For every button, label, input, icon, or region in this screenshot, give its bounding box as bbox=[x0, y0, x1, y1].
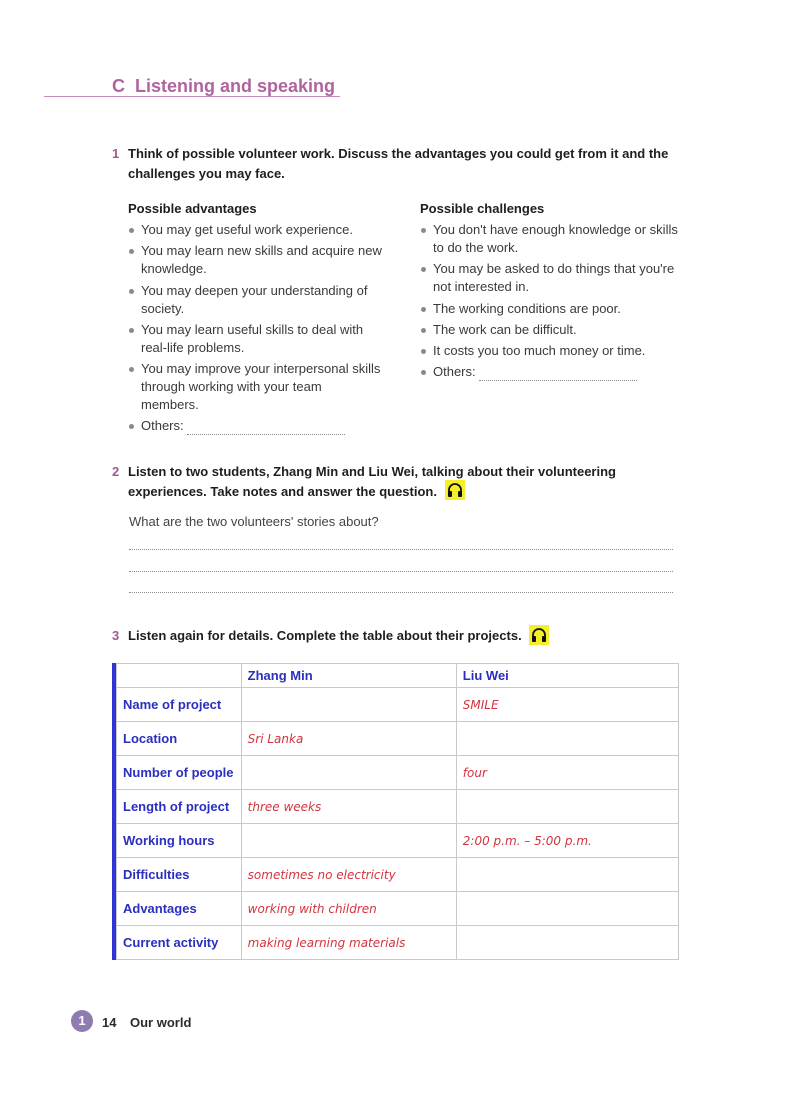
headphones-icon[interactable] bbox=[529, 625, 549, 645]
others-answer-line[interactable] bbox=[187, 422, 345, 435]
list-item: You may be asked to do things that you're not interested in. bbox=[420, 260, 680, 296]
others-label: Others: bbox=[141, 418, 184, 434]
list-item: You may get useful work experience. bbox=[128, 221, 383, 239]
table-header-liu-wei: Liu Wei bbox=[456, 664, 678, 688]
task2-instruction bbox=[128, 462, 658, 502]
page-number: 14 bbox=[102, 1015, 117, 1030]
unit-title: Our world bbox=[130, 1015, 192, 1030]
liu-cell[interactable]: four bbox=[456, 756, 678, 790]
row-label: Length of project bbox=[117, 790, 242, 824]
zhang-cell[interactable] bbox=[241, 688, 456, 722]
table-row bbox=[117, 688, 679, 722]
liu-cell[interactable]: 2:00 p.m. – 5:00 p.m. bbox=[456, 824, 678, 858]
zhang-cell[interactable]: three weeks bbox=[241, 790, 456, 824]
others-label: Others: bbox=[433, 364, 476, 380]
task3-instruction-text: Listen again for details. Complete the table about their projects. bbox=[128, 628, 522, 643]
list-item: The work can be difficult. bbox=[420, 321, 680, 339]
others-answer-line[interactable] bbox=[479, 368, 637, 381]
liu-cell[interactable] bbox=[456, 790, 678, 824]
list-item: It costs you too much money or time. bbox=[420, 342, 680, 360]
unit-number-badge: 1 bbox=[71, 1010, 93, 1032]
row-label: Difficulties bbox=[117, 858, 242, 892]
row-label: Name of project bbox=[117, 688, 242, 722]
section-title bbox=[112, 76, 335, 97]
table-row bbox=[117, 790, 679, 824]
liu-cell[interactable] bbox=[456, 926, 678, 960]
list-item: You may learn new skills and acquire new knowledge. bbox=[128, 242, 383, 278]
task2-number: 2 bbox=[112, 464, 120, 479]
challenges-heading: Possible challenges bbox=[420, 201, 545, 216]
task3-instruction bbox=[128, 626, 678, 647]
advantages-list bbox=[128, 221, 383, 435]
zhang-cell[interactable] bbox=[241, 824, 456, 858]
row-label: Number of people bbox=[117, 756, 242, 790]
zhang-cell[interactable]: sometimes no electricity bbox=[241, 858, 456, 892]
list-item: You don't have enough knowledge or skills to do the work. bbox=[420, 221, 680, 257]
row-label: Current activity bbox=[117, 926, 242, 960]
list-item: You may learn useful skills to deal with real-life problems. bbox=[128, 321, 383, 357]
headphones-icon[interactable] bbox=[445, 480, 465, 500]
section-letter: C bbox=[112, 76, 125, 96]
zhang-cell[interactable] bbox=[241, 756, 456, 790]
zhang-cell[interactable]: making learning materials bbox=[241, 926, 456, 960]
task2-instruction-text: Listen to two students, Zhang Min and Liu Wei, talking about their volunteering experiences. Take notes and answer the question. bbox=[128, 464, 616, 499]
table-row bbox=[117, 892, 679, 926]
row-label: Advantages bbox=[117, 892, 242, 926]
liu-cell[interactable] bbox=[456, 892, 678, 926]
advantages-column bbox=[128, 201, 383, 439]
answer-line[interactable] bbox=[129, 571, 673, 573]
table-row bbox=[117, 756, 679, 790]
section-title-text: Listening and speaking bbox=[135, 76, 336, 96]
list-item-others bbox=[128, 417, 383, 435]
challenges-list bbox=[420, 221, 680, 381]
table-row bbox=[117, 858, 679, 892]
list-item: You may improve your interpersonal skills through working with your team members. bbox=[128, 360, 383, 414]
row-label: Location bbox=[117, 722, 242, 756]
section-rule bbox=[44, 96, 340, 97]
row-label: Working hours bbox=[117, 824, 242, 858]
zhang-cell[interactable]: Sri Lanka bbox=[241, 722, 456, 756]
liu-cell[interactable] bbox=[456, 858, 678, 892]
table-header-cell bbox=[117, 664, 242, 688]
task2-question: What are the two volunteers' stories about? bbox=[129, 514, 379, 529]
task1-instruction: Think of possible volunteer work. Discuss the advantages you could get from it and the challenges you may face. bbox=[128, 146, 669, 181]
projects-table bbox=[112, 663, 679, 960]
answer-line[interactable] bbox=[129, 549, 673, 551]
table-header-row bbox=[117, 664, 679, 688]
advantages-heading: Possible advantages bbox=[128, 201, 257, 216]
table-row bbox=[117, 926, 679, 960]
task1-number: 1 bbox=[112, 146, 120, 161]
answer-line[interactable] bbox=[129, 592, 673, 594]
liu-cell[interactable] bbox=[456, 722, 678, 756]
list-item: You may deepen your understanding of society. bbox=[128, 282, 383, 318]
table-header-zhang-min: Zhang Min bbox=[241, 664, 456, 688]
liu-cell[interactable]: SMILE bbox=[456, 688, 678, 722]
challenges-column bbox=[420, 201, 680, 385]
table-row bbox=[117, 824, 679, 858]
list-item: The working conditions are poor. bbox=[420, 300, 680, 318]
list-item-others bbox=[420, 363, 680, 381]
zhang-cell[interactable]: working with children bbox=[241, 892, 456, 926]
table-row bbox=[117, 722, 679, 756]
task3-number: 3 bbox=[112, 628, 120, 643]
